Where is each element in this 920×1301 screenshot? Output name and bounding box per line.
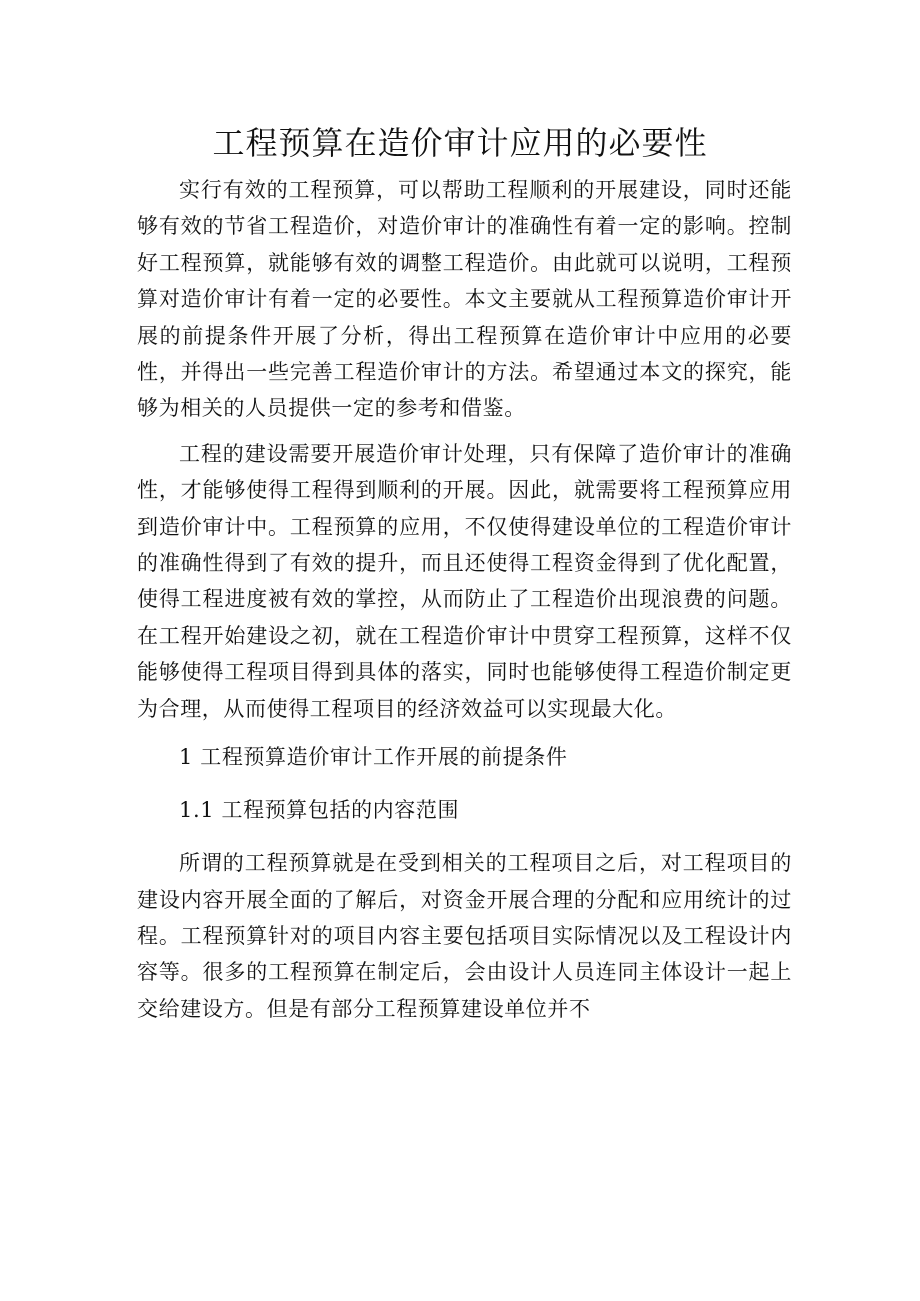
document-body xyxy=(137,172,792,1036)
document-title: 工程预算在造价审计应用的必要性 xyxy=(212,124,708,162)
background-paragraph: 工程的建设需要开展造价审计处理，只有保障了造价审计的准确性，才能够使得工程得到顺利的开展。因此，就需要将工程预算应用到造价审计中。工程预算的应用，不仅使得建设单位的工程造价审计的准确性得到了有效的提升，而且还使得工程资金得到了优化配置，使得工程进度被有效的掌控，从而防止了工程造价出现浪费的问题。在工程开始建设之初，就在工程造价审计中贯穿工程预算，这样不仅能够使得工程项目得到具体的落实，同时也能够使得工程造价制定更为合理，从而使得工程项目的经济效益可以实现最大化。 xyxy=(137,441,792,721)
intro-paragraph: 实行有效的工程预算，可以帮助工程顺利的开展建设，同时还能够有效的节省工程造价，对造价审计的准确性有着一定的影响。控制好工程预算，就能够有效的调整工程造价。由此就可以说明，工程预算对造价审计有着一定的必要性。本文主要就从工程预算造价审计开展的前提条件开展了分析，得出工程预算在造价审计中应用的必要性，并得出一些完善工程造价审计的方法。希望通过本文的探究，能够为相关的人员提供一定的参考和借鉴。 xyxy=(137,178,792,421)
section-1-heading: 1 工程预算造价审计工作开展的前提条件 xyxy=(179,745,568,770)
section-1-1-paragraph: 所谓的工程预算就是在受到相关的工程项目之后，对工程项目的建设内容开展全面的了解后，对资金开展合理的分配和应用统计的过程。工程预算针对的项目内容主要包括项目实际情况以及工程设计内容等。很多的工程预算在制定后，会由设计人员连同主体设计一起上交给建设方。但是有部分工程预算建设单位并不 xyxy=(137,851,792,1021)
section-1-1-heading: 1.1 工程预算包括的内容范围 xyxy=(179,798,460,823)
